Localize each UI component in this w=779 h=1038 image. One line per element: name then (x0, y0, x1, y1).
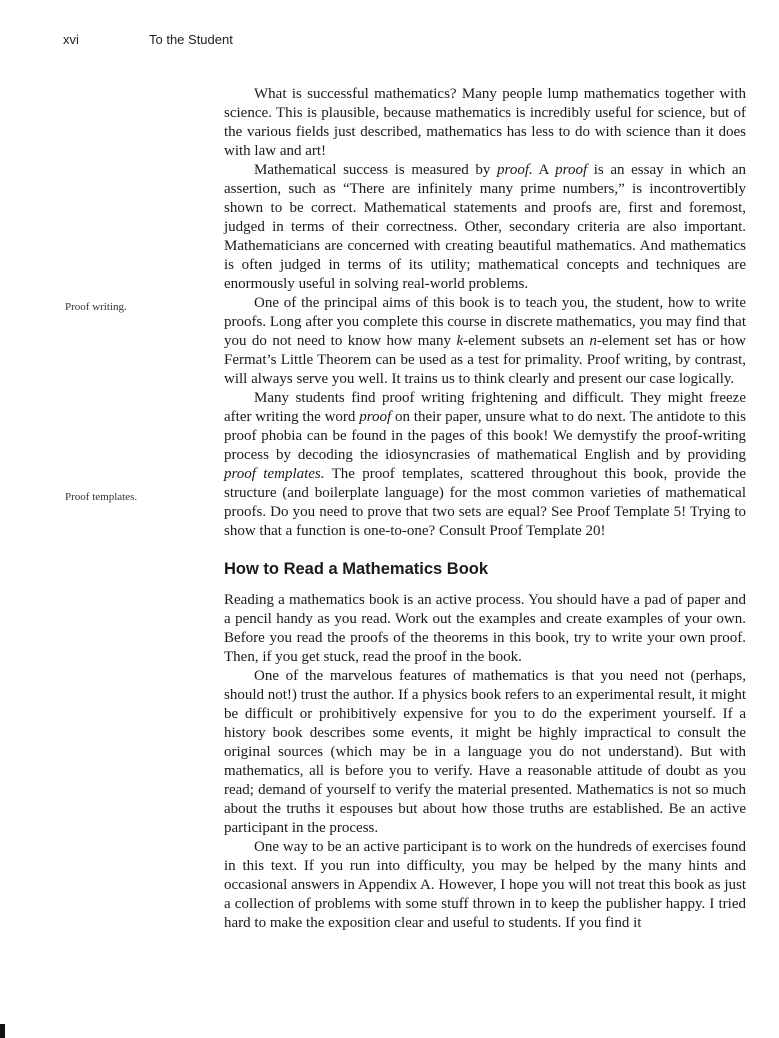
body-column (224, 85, 746, 933)
paragraph-proof-writing: Many students find proof writing frightening and difficult. They might freeze after writing the word proof on their paper, unsure what to do next. The antidote to this proof phobia can be found in the pages of this book! We demystify the proof-writing process by decoding the idiosyncrasies of mathematical English and by providing proof templates. The proof templates, scattered throughout this book, provide the structure (and boilerplate language) for the most common varieties of mathematical proofs. Do you need to prove that two sets are equal? See Proof Template 5! Trying to show that a function is one-to-one? Consult Proof Template 20! (224, 390, 747, 539)
paragraph-active-participant: One way to be an active participant is to work on the hundreds of exercises found in this text. If you run into difficulty, you may be helped by the many hints and occasional answers in Appendix A. However, I hope you will not treat this book as just a collection of problems with some stuff thrown in to keep the publisher happy. I tried hard to make the exposition clear and useful to students. If you find it (224, 839, 746, 931)
paragraph-principal-aims: One of the principal aims of this book is to teach you, the student, how to write proofs. Long after you complete this course in discrete mathematics, you may find that you do not need to know how many k-element subsets an n-element set has or how Fermat’s Little Theorem can be used as a test for primality. Proof writing, by contrast, will always serve you well. It trains us to think clearly and present our case logically. (224, 295, 746, 387)
margin-note-proof-writing: Proof writing. (65, 301, 127, 313)
scan-edge-mark (0, 1024, 5, 1038)
page-number: xvi (63, 32, 79, 47)
paragraph-marvelous-features: One of the marvelous features of mathematics is that you need not (perhaps, should not!) trust the author. If a physics book refers to an experimental result, it might be difficult or prohibitively expensive for you to do the experiment yourself. If a history book describes some events, it might be highly impractical to consult the original sources (which may be in a language you do not understand). But with mathematics, all is before you to verify. Have a reasonable attitude of doubt as you read; demand of yourself to verify the material presented. Mathematics is not so much about the truths it espouses but about how those truths are established. Be an active participant in the process. (224, 668, 746, 836)
running-head (63, 32, 233, 47)
margin-note-proof-templates: Proof templates. (65, 491, 138, 503)
chapter-title: To the Student (149, 32, 233, 47)
paragraph-successful-mathematics: What is successful mathematics? Many people lump mathematics together with science. This is plausible, because mathematics is incredibly useful for science, but of the various fields just described, mathematics has less to do with science than it does with law and art! (224, 86, 746, 159)
paragraph-mathematical-success: Mathematical success is measured by proof. A proof is an essay in which an assertion, such as “There are infinitely many prime numbers,” is incontrovertibly shown to be correct. Mathematical statements and proofs are, first and foremost, judged in terms of their correctness. Other, secondary criteria are also important. Mathematicians are concerned with creating beautiful mathematics. And mathematics is often judged in terms of its utility; mathematical concepts and techniques are enormously useful in solving real-world problems. (224, 162, 746, 292)
paragraph-reading-active-process: Reading a mathematics book is an active process. You should have a pad of paper and a pencil handy as you read. Work out the examples and create examples of your own. Before you read the proofs of the theorems in this book, try to write your own proof. Then, if you get stuck, read the proof in the book. (224, 592, 746, 665)
section-heading: How to Read a Mathematics Book (224, 560, 489, 578)
